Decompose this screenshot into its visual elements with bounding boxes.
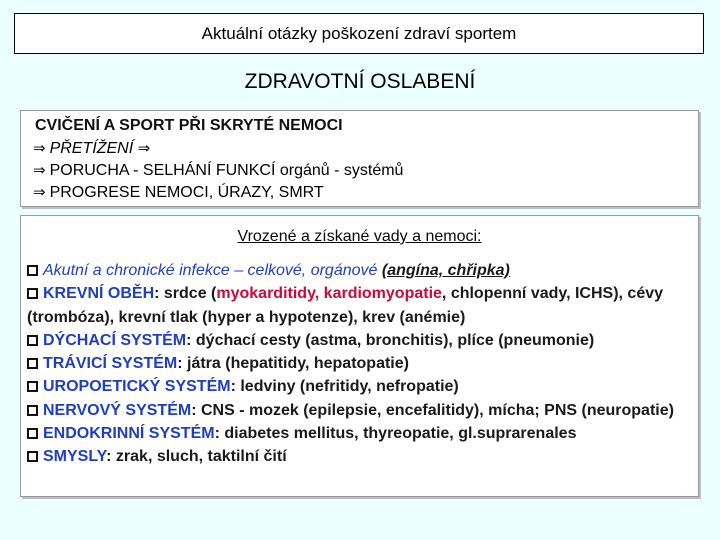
checkbox-bullet-icon: [27, 358, 38, 369]
diseases-subheading: Vrozené a získané vady a nemoci:: [237, 228, 482, 245]
item-detail: : CNS - mozek (epilepsie, encefalitidy), mícha; PNS (neuropatie): [191, 401, 674, 419]
implies-arrow-icon: ⇒: [137, 139, 151, 157]
item-detail: : zrak, sluch, taktilní čití: [106, 448, 287, 466]
risk-line-3: [33, 159, 698, 181]
item-label: SMYSLY: [43, 448, 107, 466]
item-detail-highlight: myokarditidy, kardiomyopatie: [216, 285, 442, 303]
checkbox-bullet-icon: [27, 451, 38, 462]
list-item: [27, 399, 692, 422]
item-detail: : ledviny (nefritidy, nefropatie): [230, 378, 459, 396]
checkbox-bullet-icon: [27, 288, 38, 299]
section-heading: ZDRAVOTNÍ OSLABENÍ: [244, 70, 476, 93]
list-item: [27, 375, 692, 398]
item-label: Akutní a chronické infekce – celkové, orgánové: [43, 262, 382, 279]
implies-arrow-icon: ⇒: [33, 161, 46, 179]
item-detail: : diabetes mellitus, thyreopatie, gl.suprarenales: [214, 425, 577, 443]
risk-line-2: [33, 137, 698, 159]
risk-line-4: [33, 181, 698, 203]
list-item: [27, 445, 692, 468]
item-label: UROPOETICKÝ SYSTÉM: [43, 378, 231, 396]
checkbox-bullet-icon: [27, 335, 38, 346]
item-label: ENDOKRINNÍ SYSTÉM: [43, 425, 215, 443]
risk-line-2-text: PŘETÍŽENÍ: [49, 140, 134, 157]
diseases-box: [20, 215, 699, 497]
item-detail-part2: , chlopenní vady, ICHS), cévy (trombóza), krevní tlak (hyper a hypotenze), krev (anémie): [27, 285, 664, 326]
item-label: KREVNÍ OBĚH: [43, 285, 155, 303]
checkbox-bullet-icon: [27, 265, 38, 276]
list-item: [27, 352, 692, 375]
implies-arrow-icon: ⇒: [33, 139, 46, 157]
risk-box: [20, 110, 699, 207]
item-detail: : játra (hepatitidy, hepatopatie): [177, 355, 409, 373]
checkbox-bullet-icon: [27, 381, 38, 392]
checkbox-bullet-icon: [27, 405, 38, 416]
list-item: [27, 329, 692, 352]
item-label: NERVOVÝ SYSTÉM: [43, 401, 192, 419]
item-label: TRÁVICÍ SYSTÉM: [43, 355, 178, 373]
title-box: [14, 13, 704, 54]
risk-line-4-text: PROGRESE NEMOCI, ÚRAZY, SMRT: [49, 184, 324, 201]
item-detail: : dýchací cesty (astma, bronchitis), plíce (pneumonie): [186, 331, 595, 349]
item-detail-part1: : srdce (: [154, 285, 217, 303]
checkbox-bullet-icon: [27, 428, 38, 439]
risk-line-1: CVIČENÍ A SPORT PŘI SKRYTÉ NEMOCI: [35, 117, 343, 134]
risk-line-3-text: PORUCHA - SELHÁNÍ FUNKCÍ orgánů - systémů: [49, 162, 404, 179]
slide-title: Aktuální otázky poškození zdraví sportem: [201, 23, 517, 43]
implies-arrow-icon: ⇒: [33, 183, 46, 201]
list-item: [27, 259, 692, 282]
item-label: DÝCHACÍ SYSTÉM: [43, 331, 187, 349]
item-detail: (angína, chřipka): [381, 262, 510, 279]
list-item: [27, 282, 692, 329]
list-item: [27, 422, 692, 445]
